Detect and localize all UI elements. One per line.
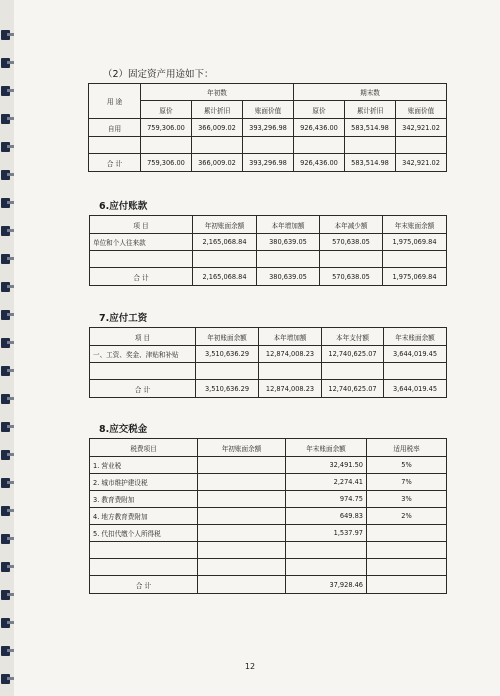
table-cell: 12,874,008.23 — [259, 346, 322, 363]
header-end: 期末数 — [294, 84, 447, 101]
binding-ring — [1, 86, 10, 96]
binding-ring — [1, 30, 10, 40]
table-cell — [193, 251, 257, 268]
header-end-balance: 年末账面余额 — [383, 216, 447, 234]
table-cell: 2,274.41 — [286, 474, 367, 491]
row-label: 4. 地方教育费附加 — [90, 508, 198, 525]
binding-ring — [1, 198, 10, 208]
binding-ring — [1, 618, 10, 628]
table-cell: 583,514.98 — [345, 154, 396, 172]
table-cell — [198, 474, 286, 491]
table-cell: 3,510,636.29 — [196, 380, 259, 398]
table-cell: 5% — [367, 457, 447, 474]
table-cell — [367, 559, 447, 576]
header-increase: 本年增加额 — [257, 216, 320, 234]
binding-ring — [1, 366, 10, 376]
header-item: 项 目 — [90, 328, 196, 346]
row-label: 合 计 — [90, 576, 198, 594]
binding-ring — [1, 282, 10, 292]
table-cell: 12,740,625.07 — [322, 380, 384, 398]
row-label: 合 计 — [90, 268, 193, 286]
binding-ring — [1, 142, 10, 152]
table-cell: 366,009.02 — [192, 154, 243, 172]
subheader: 账面价值 — [396, 101, 447, 119]
table-cell: 649.83 — [286, 508, 367, 525]
row-label — [90, 363, 196, 380]
row-label: 一、工资、奖金、津贴和补贴 — [90, 346, 196, 363]
table-cell: 7% — [367, 474, 447, 491]
table-row-total — [90, 576, 447, 594]
table-cell: 2,165,068.84 — [193, 234, 257, 251]
row-label: 合 计 — [90, 380, 196, 398]
row-label — [90, 251, 193, 268]
table-row — [89, 137, 447, 154]
table-cell — [257, 251, 320, 268]
taxes-payable-title: 8.应交税金 — [99, 424, 148, 435]
table-row — [90, 474, 447, 491]
page-number: 12 — [244, 662, 256, 671]
table-cell — [367, 576, 447, 594]
header-increase: 本年增加额 — [259, 328, 322, 346]
wages-payable-table — [89, 327, 447, 398]
row-label: 3. 教育费附加 — [90, 491, 198, 508]
binding-ring — [1, 478, 10, 488]
header-paid: 本年支付额 — [322, 328, 384, 346]
binding-ring — [1, 534, 10, 544]
subheader: 累计折旧 — [192, 101, 243, 119]
binding-ring — [1, 254, 10, 264]
binding-ring — [1, 114, 10, 124]
table-cell — [198, 525, 286, 542]
row-label: 单位和个人往来款 — [90, 234, 193, 251]
row-label: 1. 营业税 — [90, 457, 198, 474]
row-label: 自用 — [89, 119, 141, 137]
binding-ring — [1, 226, 10, 236]
table-cell: 3,644,019.45 — [384, 380, 447, 398]
table-cell: 393,296.98 — [243, 154, 294, 172]
wages-payable-title: 7.应付工资 — [99, 313, 148, 324]
table-cell — [367, 525, 447, 542]
table-cell — [322, 363, 384, 380]
table-row — [90, 559, 447, 576]
table-cell: 570,638.05 — [320, 234, 383, 251]
table-row-total — [90, 380, 447, 398]
header-tax-rate: 适用税率 — [367, 439, 447, 457]
subheader: 原价 — [141, 101, 192, 119]
header-end-balance: 年末账面余额 — [286, 439, 367, 457]
table-cell: 32,491.50 — [286, 457, 367, 474]
table-cell: 342,921.02 — [396, 154, 447, 172]
table-cell — [141, 137, 192, 154]
table-cell: 1,975,069.84 — [383, 268, 447, 286]
row-label: 5. 代扣代缴个人所得税 — [90, 525, 198, 542]
table-cell — [198, 542, 286, 559]
table-row — [90, 346, 447, 363]
table-cell: 366,009.02 — [192, 119, 243, 137]
table-row — [90, 491, 447, 508]
table-cell: 926,436.00 — [294, 154, 345, 172]
row-label: 2. 城市维护建设税 — [90, 474, 198, 491]
accounts-payable-table — [89, 215, 447, 286]
taxes-payable-table — [89, 438, 447, 594]
table-row — [90, 251, 447, 268]
table-cell — [286, 542, 367, 559]
table-cell — [383, 251, 447, 268]
table-cell — [320, 251, 383, 268]
table-cell: 12,740,625.07 — [322, 346, 384, 363]
binding-ring — [1, 170, 10, 180]
table-cell — [198, 576, 286, 594]
row-label — [89, 137, 141, 154]
header-begin-balance: 年初账面余额 — [196, 328, 259, 346]
table-cell — [345, 137, 396, 154]
table-cell — [196, 363, 259, 380]
table-cell — [192, 137, 243, 154]
table-cell: 37,928.46 — [286, 576, 367, 594]
table-row — [90, 457, 447, 474]
row-label — [90, 559, 198, 576]
binding-ring — [1, 310, 10, 320]
header-usage: 用 途 — [89, 84, 141, 119]
table-cell: 3,644,019.45 — [384, 346, 447, 363]
table-cell — [396, 137, 447, 154]
table-cell: 974.75 — [286, 491, 367, 508]
table-row — [90, 542, 447, 559]
table-cell: 1,975,069.84 — [383, 234, 447, 251]
table-cell — [294, 137, 345, 154]
table-cell — [198, 491, 286, 508]
header-begin-balance: 年初账面余额 — [193, 216, 257, 234]
binding-ring — [1, 422, 10, 432]
table-cell: 2% — [367, 508, 447, 525]
table-row — [90, 525, 447, 542]
subheader: 原价 — [294, 101, 345, 119]
accounts-payable-title: 6.应付账款 — [99, 201, 148, 212]
table-row-total — [90, 268, 447, 286]
table-cell: 570,638.05 — [320, 268, 383, 286]
header-end-balance: 年末账面余额 — [384, 328, 447, 346]
table-row — [90, 363, 447, 380]
binding-ring — [1, 646, 10, 656]
spiral-binding — [0, 0, 14, 696]
table-cell — [367, 542, 447, 559]
table-row — [89, 119, 447, 137]
header-begin-balance: 年初账面余额 — [198, 439, 286, 457]
binding-ring — [1, 506, 10, 516]
header-decrease: 本年减少额 — [320, 216, 383, 234]
fixed-assets-table — [88, 83, 447, 172]
table-cell: 926,436.00 — [294, 119, 345, 137]
subheader: 累计折旧 — [345, 101, 396, 119]
binding-ring — [1, 674, 10, 684]
row-label: 合 计 — [89, 154, 141, 172]
table-cell: 380,639.05 — [257, 234, 320, 251]
table-cell: 12,874,008.23 — [259, 380, 322, 398]
table-cell: 393,296.98 — [243, 119, 294, 137]
header-begin: 年初数 — [141, 84, 294, 101]
table-cell — [384, 363, 447, 380]
fixed-assets-title: （2）固定资产用途如下： — [103, 69, 214, 80]
table-cell — [198, 508, 286, 525]
table-cell: 342,921.02 — [396, 119, 447, 137]
header-item: 项 目 — [90, 216, 193, 234]
table-row-total — [89, 154, 447, 172]
binding-ring — [1, 450, 10, 460]
binding-ring — [1, 338, 10, 348]
table-cell — [198, 559, 286, 576]
table-cell: 1,537.97 — [286, 525, 367, 542]
table-cell — [243, 137, 294, 154]
subheader: 账面价值 — [243, 101, 294, 119]
binding-ring — [1, 562, 10, 572]
row-label — [90, 542, 198, 559]
table-cell: 759,306.00 — [141, 154, 192, 172]
binding-ring — [1, 394, 10, 404]
header-tax-item: 税费项目 — [90, 439, 198, 457]
table-cell: 380,639.05 — [257, 268, 320, 286]
table-cell — [259, 363, 322, 380]
binding-ring — [1, 58, 10, 68]
table-cell: 759,306.00 — [141, 119, 192, 137]
table-row — [90, 234, 447, 251]
table-cell: 3% — [367, 491, 447, 508]
table-cell: 583,514.98 — [345, 119, 396, 137]
binding-ring — [1, 590, 10, 600]
table-cell — [198, 457, 286, 474]
table-row — [90, 508, 447, 525]
table-cell: 2,165,068.84 — [193, 268, 257, 286]
table-cell — [286, 559, 367, 576]
table-cell: 3,510,636.29 — [196, 346, 259, 363]
